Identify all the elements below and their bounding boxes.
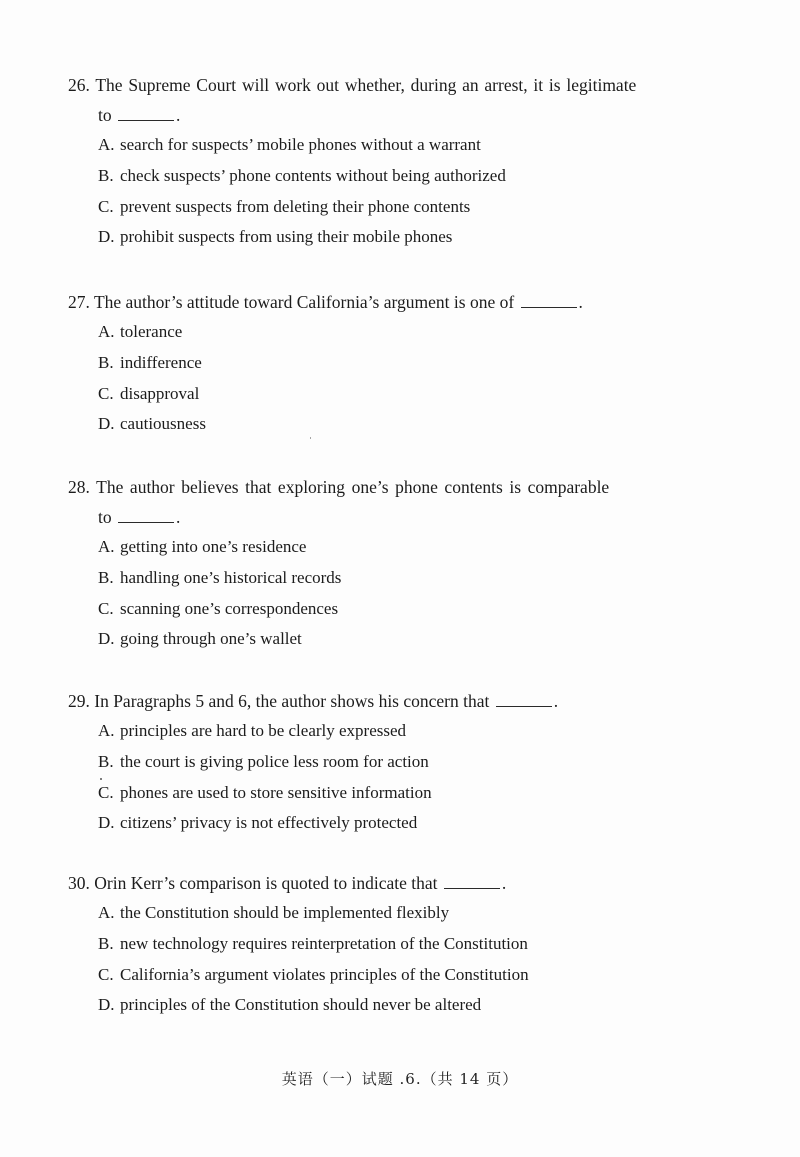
option-c — [98, 960, 708, 991]
option-c — [98, 778, 708, 809]
option-text: citizens’ privacy is not effectively protected — [120, 813, 418, 833]
option-text: phones are used to store sensitive information — [120, 782, 432, 802]
question-28 — [68, 472, 708, 655]
option-c — [98, 192, 708, 223]
option-d — [98, 409, 708, 440]
option-letter: C. — [98, 964, 114, 984]
option-text: principles of the Constitution should never be altered — [120, 995, 482, 1015]
option-b — [98, 747, 708, 778]
answer-blank — [118, 104, 174, 121]
option-text: tolerance — [120, 322, 183, 341]
question-number: 27. — [68, 292, 90, 312]
option-text: handling one’s historical records — [120, 567, 342, 587]
option-letter: A. — [98, 721, 115, 740]
answer-blank — [444, 872, 500, 889]
question-stem — [68, 287, 708, 317]
question-30 — [68, 868, 708, 1021]
option-a — [98, 130, 708, 161]
option-letter: B. — [98, 933, 114, 953]
option-letter: B. — [98, 567, 114, 587]
option-text: the Constitution should be implemented flexibly — [120, 903, 450, 922]
question-29 — [68, 686, 708, 839]
option-text: disapproval — [120, 383, 200, 403]
option-text: prevent suspects from deleting their phone contents — [120, 196, 471, 216]
question-text: The author’s attitude toward California’s argument is one of — [93, 292, 515, 312]
scan-speck — [310, 437, 311, 439]
option-letter: A. — [98, 537, 115, 556]
question-stem — [68, 868, 708, 898]
question-stem-continued — [98, 502, 708, 532]
question-text-suffix: . — [578, 292, 583, 312]
question-number: 30. — [68, 873, 90, 893]
answer-options — [98, 716, 708, 839]
option-text: scanning one’s correspondences — [120, 598, 339, 618]
question-26 — [68, 70, 708, 253]
option-letter: D. — [98, 629, 115, 649]
question-text: Orin Kerr’s comparison is quoted to indicate that — [94, 873, 438, 893]
option-a — [98, 898, 708, 929]
option-text: indifference — [120, 352, 202, 372]
question-text-prefix: to — [98, 105, 112, 125]
option-d — [98, 990, 708, 1021]
question-text: The Supreme Court will work out whether, during an arrest, it is legitimate — [95, 75, 637, 95]
answer-blank — [118, 506, 174, 523]
option-c — [98, 379, 708, 410]
option-letter: D. — [98, 227, 115, 247]
option-letter: C. — [98, 598, 114, 618]
answer-options — [98, 898, 708, 1021]
page-footer: 英语（一）试题 .6.（共 14 页） — [281, 1070, 519, 1088]
option-letter: B. — [98, 165, 114, 185]
option-text: search for suspects’ mobile phones without a warrant — [120, 135, 481, 154]
option-d — [98, 624, 708, 655]
option-letter: A. — [98, 322, 115, 341]
option-letter: A. — [98, 903, 115, 922]
question-number: 26. — [68, 75, 90, 95]
question-number: 28. — [68, 477, 90, 497]
answer-options — [98, 130, 708, 253]
option-a — [98, 716, 708, 747]
question-stem — [68, 472, 708, 502]
option-text: check suspects’ phone contents without being authorized — [120, 165, 506, 185]
question-number: 29. — [68, 691, 90, 711]
question-text-prefix: to — [98, 507, 112, 527]
question-text: In Paragraphs 5 and 6, the author shows his concern that — [94, 691, 490, 711]
option-text: principles are hard to be clearly expressed — [120, 721, 407, 740]
option-letter: B. — [98, 751, 114, 771]
question-stem — [68, 70, 708, 100]
option-letter: D. — [98, 995, 115, 1015]
question-text-suffix: . — [553, 691, 559, 711]
option-letter: D. — [98, 414, 115, 434]
option-text: new technology requires reinterpretation of the Constitution — [120, 933, 528, 953]
option-text: cautiousness — [120, 414, 206, 434]
scan-speck — [100, 778, 102, 780]
answer-blank — [521, 291, 577, 308]
option-letter: C. — [98, 782, 114, 802]
option-d — [98, 222, 708, 253]
question-text-suffix: . — [176, 105, 181, 125]
option-text: the court is giving police less room for action — [120, 751, 429, 771]
option-a — [98, 532, 708, 563]
option-b — [98, 161, 708, 192]
question-text: The author believes that exploring one’s phone contents is comparable — [96, 477, 610, 497]
answer-options — [98, 317, 708, 440]
question-text-suffix: . — [501, 873, 507, 893]
option-b — [98, 563, 708, 594]
option-c — [98, 594, 708, 625]
option-b — [98, 348, 708, 379]
option-text: going through one’s wallet — [120, 629, 302, 649]
answer-options — [98, 532, 708, 655]
answer-blank — [496, 690, 552, 707]
option-letter: A. — [98, 135, 115, 154]
question-stem-continued — [98, 100, 708, 130]
option-letter: C. — [98, 196, 114, 216]
option-b — [98, 929, 708, 960]
question-text-suffix: . — [176, 507, 181, 527]
option-d — [98, 808, 708, 839]
option-text: California’s argument violates principles of the Constitution — [120, 964, 529, 984]
option-text: prohibit suspects from using their mobile phones — [120, 227, 453, 247]
option-text: getting into one’s residence — [120, 537, 307, 556]
option-a — [98, 317, 708, 348]
question-27 — [68, 287, 708, 440]
question-stem — [68, 686, 708, 716]
option-letter: B. — [98, 352, 114, 372]
option-letter: C. — [98, 383, 114, 403]
option-letter: D. — [98, 813, 115, 833]
